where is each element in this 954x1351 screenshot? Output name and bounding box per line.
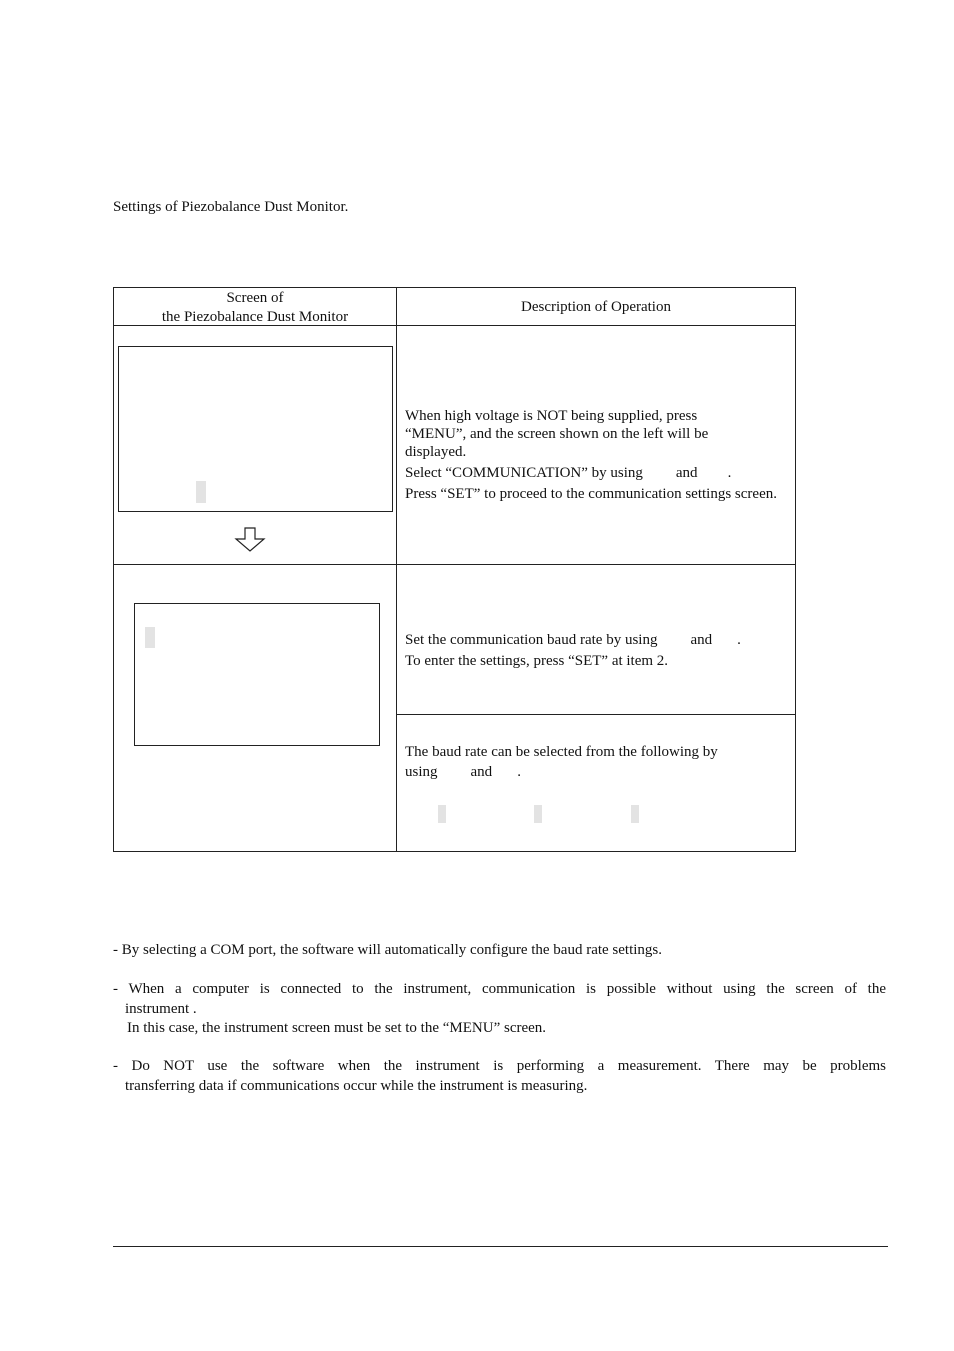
note1-text: - By selecting a COM port, the software will automatically configure the baud rate settings.	[113, 942, 663, 958]
note-com-port	[113, 941, 886, 961]
row2-set-end: .	[737, 632, 741, 648]
note2-line1: - When a computer is connected to the instrument, communication is possible without using the screen of the	[113, 981, 886, 997]
header-screen-line1: Screen of	[226, 290, 284, 306]
header-description: Description of Operation	[521, 299, 671, 315]
down-arrow-icon	[234, 527, 266, 553]
note3-line1: - Do NOT use the software when the instrument is performing a measurement. There may be problems	[113, 1058, 886, 1074]
row1-description	[405, 406, 787, 504]
note-measurement-warning	[113, 1057, 886, 1096]
row3-baud-text: The baud rate can be selected from the following by	[405, 744, 718, 760]
row3-using: using	[405, 764, 438, 780]
row3-using-line	[405, 762, 787, 782]
table-bottom-rule	[113, 851, 397, 852]
baud-option-cursor-2	[534, 805, 542, 823]
row1-select-line	[405, 463, 787, 483]
header-screen-line2: the Piezobalance Dust Monitor	[161, 309, 349, 325]
row1-line1: When high voltage is NOT being supplied, press	[405, 408, 698, 424]
row2-enter: To enter the settings, press “SET” at item 2.	[405, 653, 669, 669]
menu-selection-cursor	[196, 481, 206, 503]
communication-selection-cursor	[145, 627, 155, 648]
footer-rule	[113, 1246, 888, 1247]
row2-set-line	[405, 630, 787, 650]
row1-line2: “MENU”, and the screen shown on the left will be	[405, 426, 709, 442]
table-column-divider	[396, 287, 397, 852]
row2-description	[405, 630, 787, 671]
row2-set-text: Set the communication baud rate by using	[405, 632, 658, 648]
row1-press-set: Press “SET” to proceed to the communication settings screen.	[405, 486, 777, 502]
table-row2-rule	[396, 714, 796, 715]
header-screen	[114, 289, 396, 327]
menu-screen-display	[118, 346, 393, 512]
communication-screen-display	[134, 603, 380, 746]
row1-line3: displayed.	[405, 444, 467, 460]
intro-text: Settings of Piezobalance Dust Monitor.	[113, 199, 349, 215]
row3-and: and	[470, 764, 493, 780]
row3-end: .	[517, 764, 521, 780]
row3-description	[405, 742, 787, 782]
row1-select-and: and	[675, 465, 698, 481]
baud-option-cursor-3	[631, 805, 639, 823]
row1-select-text: Select “COMMUNICATION” by using	[405, 465, 643, 481]
note3-line2: transferring data if communications occur while the instrument is measuring.	[125, 1077, 588, 1094]
row2-set-and: and	[690, 632, 713, 648]
note-computer-connected	[113, 980, 886, 1039]
row1-select-end: .	[727, 465, 732, 481]
table-row1-rule	[113, 564, 796, 565]
baud-option-cursor-1	[438, 805, 446, 823]
note2-line2: instrument .	[125, 1000, 197, 1017]
note2-line3: In this case, the instrument screen must be set to the “MENU” screen.	[127, 1020, 547, 1036]
